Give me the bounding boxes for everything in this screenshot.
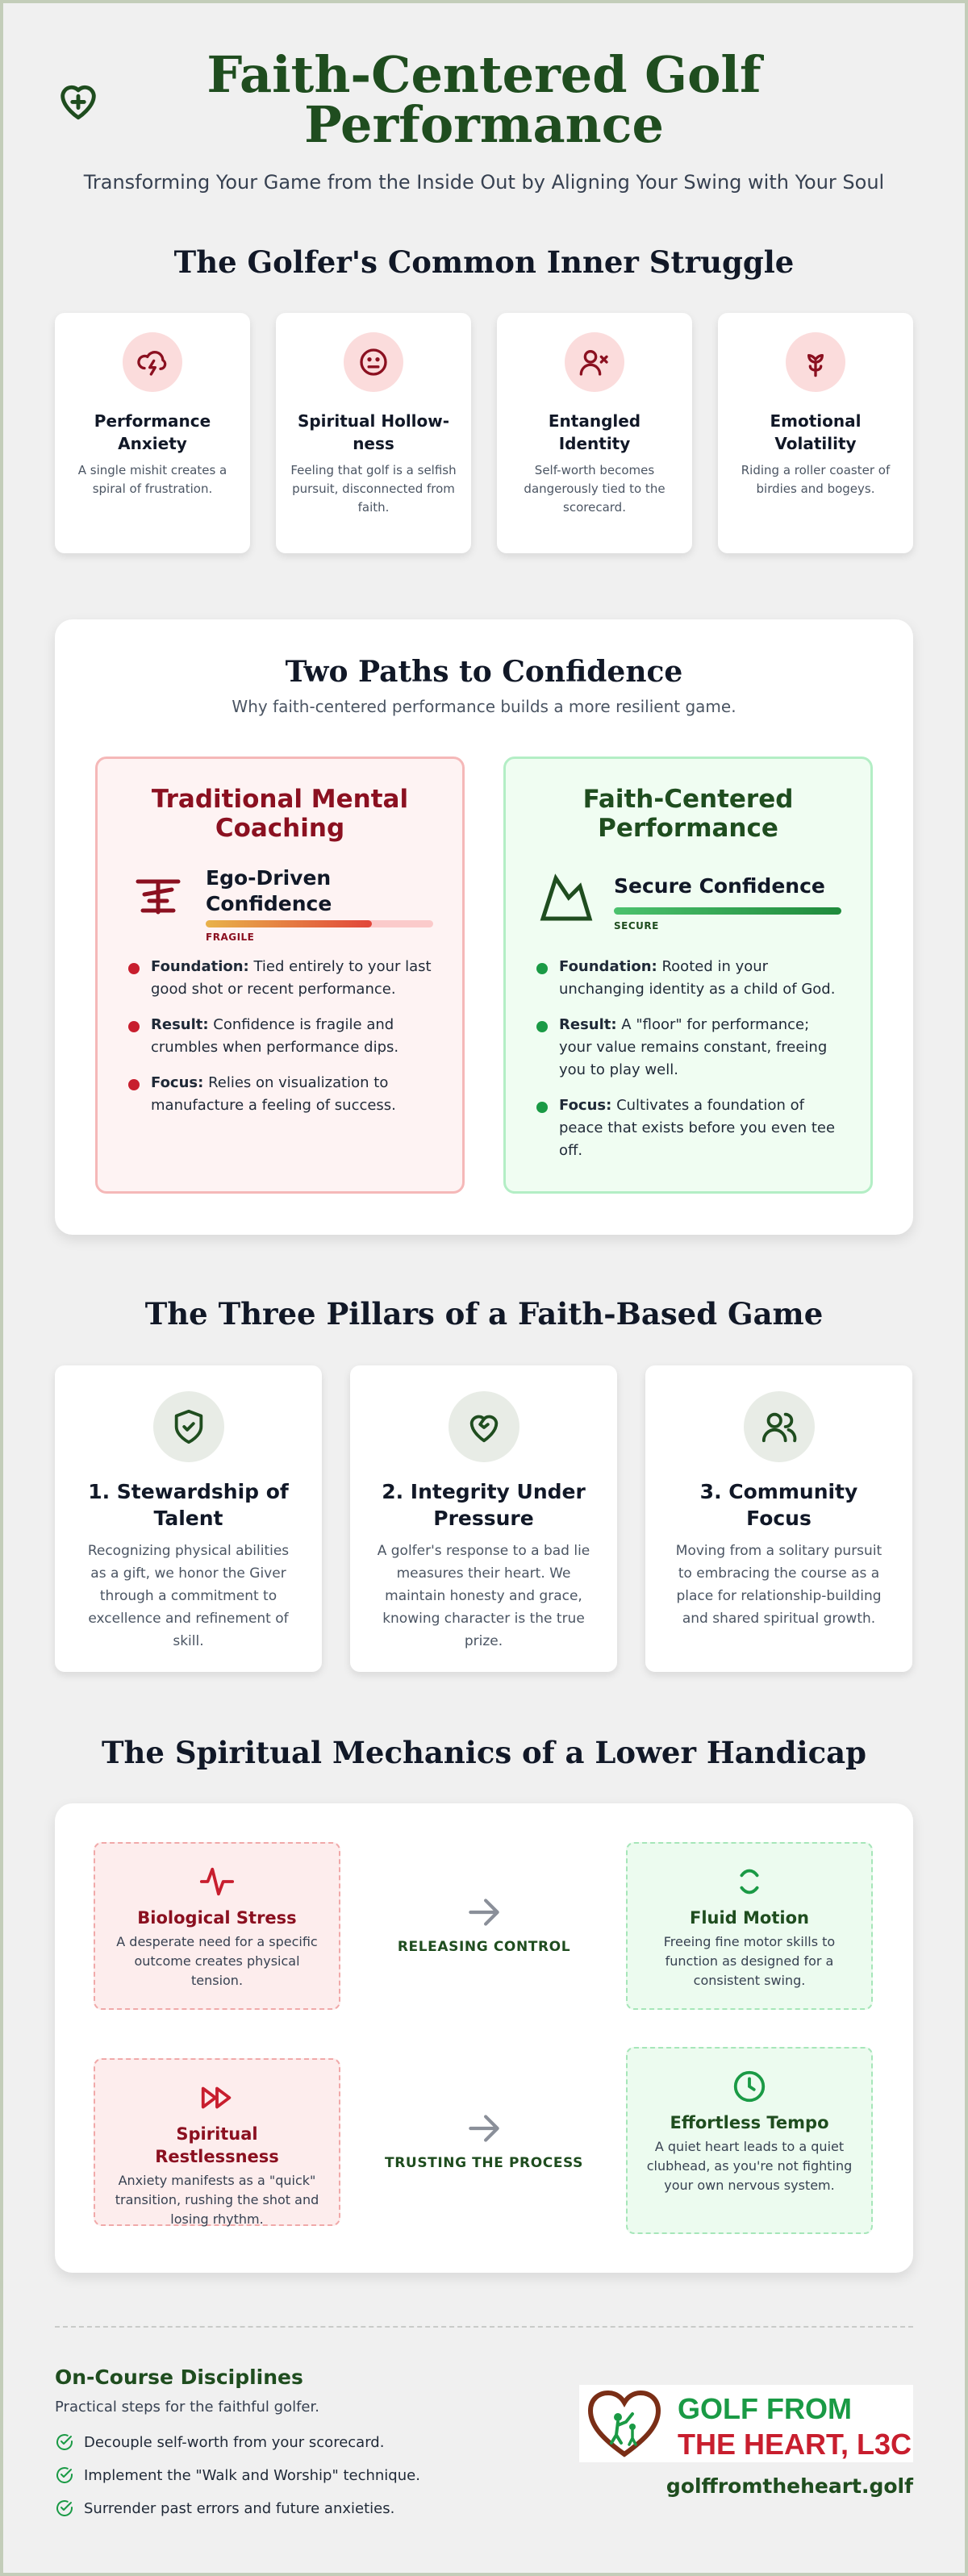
check-circle-icon — [55, 2432, 74, 2452]
pillar-desc: Moving from a solitary pursuit to embracing the course as a place for relationship-building and shared spiritual growth. — [675, 1543, 882, 1627]
mech-icon-wrap — [729, 1861, 770, 1902]
page-subtitle: Transforming Your Game from the Inside Out by Aligning Your Swing with Your Soul — [83, 171, 885, 194]
traditional-coaching-box — [95, 757, 465, 1194]
sad-face-icon — [357, 346, 390, 378]
mechanics-title: The Spiritual Mechanics of a Lower Handicap — [102, 1735, 866, 1770]
pulse-icon — [198, 1863, 236, 1900]
pillar-icon-wrap — [744, 1391, 815, 1462]
mountain-icon — [540, 870, 593, 923]
list-item — [533, 1094, 843, 1162]
footer-divider — [55, 2326, 913, 2328]
faith-heading: Faith-Centered Performance — [582, 785, 794, 843]
user-x-icon — [578, 346, 611, 378]
pillar-title: 3. Community Focus — [699, 1480, 858, 1530]
page-title — [186, 45, 782, 154]
brand-line-1: GOLF FROM — [678, 2392, 852, 2425]
list-item — [125, 1014, 435, 1059]
mech-title: Biological Stress — [137, 1908, 297, 1928]
struggle-desc: Feeling that golf is a selfish pursuit, disconnected from faith. — [290, 463, 457, 515]
mech-from-spiritual-restlessness — [94, 2058, 340, 2226]
mech-title: Effortless Tempo — [670, 2113, 829, 2132]
list-item — [125, 956, 435, 1001]
struggle-title: Entangled Identity — [548, 411, 641, 453]
confidence-row — [125, 862, 435, 951]
confidence-row — [533, 862, 843, 951]
brand-logo — [579, 2385, 913, 2462]
mech-desc: A quiet heart leads to a quiet clubhead, as you're not fighting your own nervous system. — [646, 2139, 853, 2193]
bullet-text: Confidence is fragile and crumbles when performance dips. — [151, 1016, 399, 1056]
struggle-icon-wrap — [344, 332, 403, 392]
struggle-title: Performance Anxiety — [94, 411, 211, 453]
mech-from-biological-stress — [94, 1842, 340, 2010]
fragile-bar-fill — [206, 920, 372, 927]
struggle-card-volatility — [718, 313, 913, 553]
fragile-bar-track — [206, 920, 433, 927]
brand-line-2: THE HEART, L3C — [678, 2428, 912, 2461]
bullet-label: Focus: — [151, 1074, 204, 1091]
mech-icon-wrap — [729, 2066, 770, 2107]
check-circle-icon — [55, 2499, 74, 2518]
mech-to-fluid-motion — [626, 1842, 873, 2010]
bullet-label: Result: — [559, 1016, 617, 1033]
list-item — [55, 2498, 394, 2519]
check-circle-icon — [55, 2466, 74, 2485]
list-item — [55, 2465, 420, 2486]
secure-bar-track — [614, 907, 841, 915]
traditional-bullets — [125, 956, 435, 1117]
struggle-card-hollowness — [276, 313, 471, 553]
transition-label: RELEASING CONTROL — [397, 1939, 571, 1955]
title-line-2: Performance — [304, 95, 664, 154]
heart-handshake-icon — [465, 1408, 503, 1445]
scale-balance-icon — [131, 870, 185, 923]
pillar-icon-wrap — [153, 1391, 224, 1462]
bullet-label: Result: — [151, 1016, 209, 1033]
discipline-text: Surrender past errors and future anxieties. — [84, 2499, 395, 2517]
title-line-1: Faith-Centered Golf — [207, 45, 761, 104]
mech-title: Fluid Motion — [690, 1908, 809, 1928]
bullet-text: Rooted in your unchanging identity as a child of God. — [559, 958, 836, 998]
golf-heart-logo-icon — [586, 2390, 663, 2459]
traditional-heading: Traditional Mental Coaching — [151, 785, 409, 843]
bullet-label: Foundation: — [151, 958, 249, 975]
mech-icon-wrap — [197, 2078, 237, 2118]
confidence-title: Secure Confidence — [614, 874, 825, 898]
struggle-icon-wrap — [565, 332, 624, 392]
struggle-card-identity — [497, 313, 692, 553]
tulip-icon — [799, 346, 832, 378]
pillar-icon-wrap — [449, 1391, 519, 1462]
flow-arcs-icon — [731, 1863, 768, 1900]
list-item — [55, 2432, 384, 2453]
pillar-desc: A golfer's response to a bad lie measures their heart. We maintain honesty and grace, knowing character is the true prize. — [377, 1543, 590, 1649]
pillar-card-community — [645, 1365, 912, 1672]
mechanics-panel — [55, 1803, 913, 2273]
discipline-text: Implement the "Walk and Worship" technique. — [84, 2466, 420, 2484]
struggle-title: Emotional Volatility — [770, 411, 862, 453]
pillar-card-stewardship — [55, 1365, 322, 1672]
pillar-desc: Recognizing physical abilities as a gift, we honor the Giver through a commitment to excellence and refinement of skill. — [87, 1543, 290, 1649]
bullet-text: Cultivates a foundation of peace that exists before you even tee off. — [559, 1097, 836, 1159]
struggle-desc: A single mishit creates a spiral of frustration. — [77, 463, 227, 496]
mech-icon-wrap — [197, 1861, 237, 1902]
arrow-right-icon — [464, 2108, 504, 2149]
mech-desc: Anxiety manifests as a "quick" transition, rushing the shot and losing rhythm. — [115, 2173, 319, 2227]
struggle-card-anxiety — [55, 313, 250, 553]
pillar-card-integrity — [350, 1365, 617, 1672]
secure-bar-fill — [614, 907, 841, 915]
header — [0, 0, 968, 242]
struggle-icon-wrap — [123, 332, 182, 392]
faith-centered-box — [503, 757, 873, 1194]
disciplines-subtitle: Practical steps for the faithful golfer. — [55, 2399, 319, 2416]
pillar-title: 1. Stewardship of Talent — [88, 1480, 289, 1530]
paths-title: Two Paths to Confidence — [285, 655, 683, 689]
discipline-text: Decouple self-worth from your scorecard. — [84, 2433, 385, 2451]
users-icon — [761, 1408, 798, 1445]
mech-to-effortless-tempo — [626, 2047, 873, 2234]
heart-plus-icon — [55, 77, 102, 123]
bullet-text: Tied entirely to your last good shot or recent performance. — [151, 958, 432, 998]
bullet-label: Focus: — [559, 1097, 612, 1114]
bullet-text: Relies on visualization to manufacture a feeling of success. — [151, 1074, 396, 1114]
struggle-icon-wrap — [786, 332, 845, 392]
pillar-title: 2. Integrity Under Pressure — [382, 1480, 586, 1530]
faith-bullets — [533, 956, 843, 1162]
two-paths-panel — [55, 619, 913, 1235]
list-item — [533, 956, 843, 1001]
secure-label: SECURE — [614, 920, 659, 932]
mech-desc: Freeing fine motor skills to function as designed for a consistent swing. — [663, 1934, 836, 1988]
clock-icon — [731, 2068, 768, 2105]
confidence-title: Ego-Driven Confidence — [206, 866, 332, 915]
mech-desc: A desperate need for a specific outcome creates physical tension. — [116, 1934, 318, 1988]
fast-forward-icon — [198, 2079, 236, 2116]
bullet-text: A "floor" for performance; your value remains constant, freeing you to play well. — [559, 1016, 828, 1078]
disciplines-title: On-Course Disciplines — [55, 2366, 303, 2389]
list-item — [125, 1072, 435, 1117]
storm-cloud-icon — [136, 346, 169, 378]
struggle-title: Spiritual Hollow-ness — [297, 411, 450, 453]
pillars-title: The Three Pillars of a Faith-Based Game — [144, 1296, 824, 1332]
mech-title: Spiritual Restlessness — [155, 2124, 279, 2166]
struggle-desc: Self-worth becomes dangerously tied to the scorecard. — [524, 463, 666, 515]
struggle-desc: Riding a roller coaster of birdies and bogeys. — [741, 463, 891, 496]
arrow-right-icon — [464, 1892, 504, 1932]
bullet-label: Foundation: — [559, 958, 657, 975]
fragile-label: FRAGILE — [206, 932, 255, 943]
struggles-title: The Golfer's Common Inner Struggle — [173, 244, 795, 280]
paths-subtitle: Why faith-centered performance builds a more resilient game. — [232, 697, 736, 716]
website-link[interactable]: golffromtheheart.golf — [666, 2474, 913, 2498]
brand-name — [678, 2391, 912, 2462]
shield-check-icon — [170, 1408, 207, 1445]
list-item — [533, 1014, 843, 1082]
transition-label: TRUSTING THE PROCESS — [385, 2155, 583, 2171]
